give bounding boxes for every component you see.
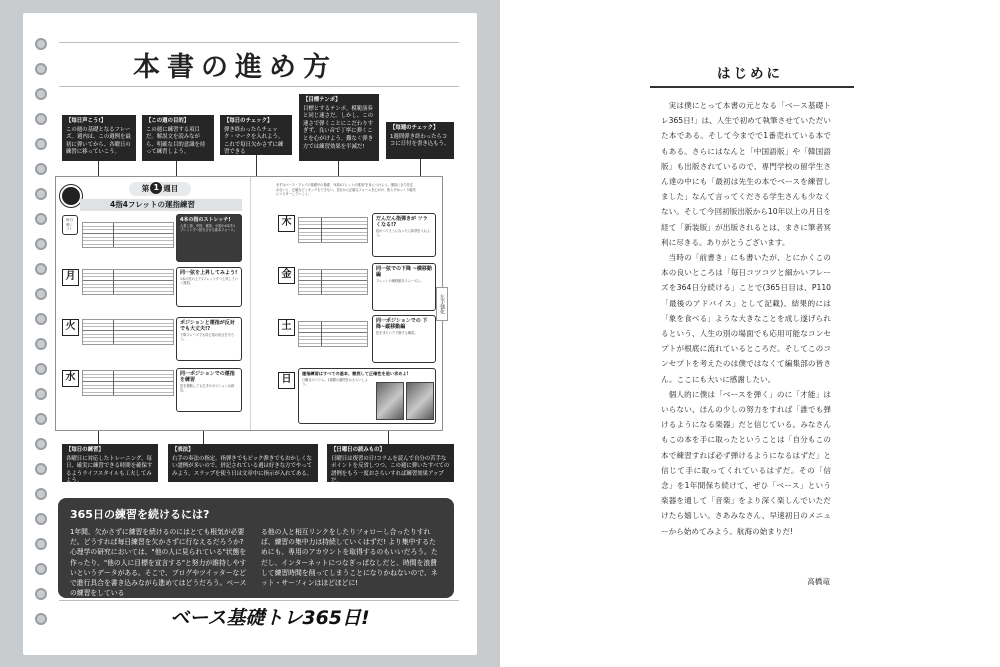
ruled-line bbox=[59, 86, 459, 87]
tab-staff bbox=[82, 319, 174, 345]
callout-text: この週の基礎となるフレーズ。週内は、この週例を最初に弾いてから、各曜日の練習に移っていこう。 bbox=[66, 126, 131, 156]
callout-week-goal bbox=[142, 115, 214, 161]
callout-title: 【毎週のチェック】 bbox=[390, 125, 439, 131]
callout-title: 【毎日の練習】 bbox=[66, 447, 104, 453]
binding-ring-icon bbox=[35, 188, 47, 200]
lesson-box-title: 4本の指のストレッチ! bbox=[180, 217, 231, 223]
day-label-mon: 月 bbox=[62, 269, 79, 286]
lesson-box-title: 同一ポジションでの 下降~縦移動編 bbox=[376, 318, 428, 330]
binding-ring-icon bbox=[35, 38, 47, 50]
lesson-box-title: だんだん指弾きが ツラくなる!? bbox=[376, 216, 428, 228]
callout-text: 右手の奏法の指定。指弾きでもピック弾きでもおかしくない譜例が多いので、併記されている週は好きな方でやってみよう。スラップを使う日は文章中に指示が入れてある。 bbox=[172, 455, 313, 477]
book-logo: ベース基礎トレ365日! bbox=[170, 607, 370, 629]
callout-title: 【この週の目的】 bbox=[146, 118, 190, 124]
lesson-box-fri bbox=[372, 263, 436, 311]
callout-title: 【日曜日の読みもの】 bbox=[331, 447, 385, 453]
binding-ring-icon bbox=[35, 263, 47, 275]
binding-ring-icon bbox=[35, 313, 47, 325]
lesson-box-mon-intro bbox=[176, 214, 242, 262]
day-label-sat: 土 bbox=[278, 319, 295, 336]
binding-ring-icon bbox=[35, 238, 47, 250]
ruled-line bbox=[59, 600, 459, 601]
bass-photo bbox=[376, 382, 404, 420]
callout-target-tempo bbox=[299, 94, 379, 161]
tab-staff bbox=[298, 217, 368, 243]
bass-photo bbox=[406, 382, 434, 420]
heading-divider bbox=[650, 86, 854, 88]
callout-weekly-check bbox=[386, 122, 454, 159]
callout-title: 【毎日のチェック】 bbox=[224, 118, 273, 124]
lesson-box-text: 指がつりそうになったら休憩を入れよう。 bbox=[376, 229, 431, 238]
spread-intro-text: まずはベース・プレイの基礎中の基礎、"4指4フレットの運指"を身につけよう。運指に全力を注がないと、正確なピッキングもできない。初日から正確なフォームを心がけ、焦らずゆっくり確実にマスターしていこう。 bbox=[276, 183, 416, 197]
daily-phrase-badge-icon bbox=[60, 185, 82, 207]
binding-ring-icon bbox=[35, 88, 47, 100]
page-title: 本書の進め方 bbox=[133, 52, 337, 83]
binding-ring-icon bbox=[35, 513, 47, 525]
binding-ring-icon bbox=[35, 363, 47, 375]
spread-gutter bbox=[250, 177, 251, 430]
tips-column bbox=[58, 498, 454, 598]
tab-staff bbox=[82, 222, 174, 248]
callout-daily-phrase bbox=[62, 115, 136, 161]
binding-ring-icon bbox=[35, 438, 47, 450]
binding-ring-icon bbox=[35, 288, 47, 300]
callout-title: 【目標テンポ】 bbox=[303, 97, 341, 103]
preface-paragraph: 実は僕にとって本書の元となる「ベース基礎トレ365日!」は、人生で初めて執筆させていただいた本である。そして今までで1番売れている本でもある。さらにはなんと「中国語版」や「韓国語版」も出版されているので、専門学校の留学生さん達の中にも「最初は先生の本でベースを練習しました」なんて言ってくださる学生さんも少なくない。そして今回初版出版から10年以上の月日を経て「新装版」が出版されるとは、まさに筆者冥利に尽きる。ありがとうございます。 bbox=[661, 101, 831, 247]
binding-ring-icon bbox=[35, 63, 47, 75]
callout-playing-style bbox=[168, 444, 318, 482]
lesson-box-text: 下降フレーズでも同じ指の担当を守ろう。 bbox=[180, 333, 234, 342]
lesson-box-title: 同一弦での下降 ~横移動編 bbox=[376, 266, 432, 278]
preface-paragraph: 個人的に僕は「ベースを弾く」のに「才能」はいらない、ほんの少しの努力をすれば「誰でも弾けるようになる楽器」だと信じている。みなさんもこの本を手に取ったということは「自分もこの本で練習すれば必ず弾けるようになるはずだ」と信じて手に取ってくれているはずだ。その「信念」を1年間保ち続けて、ぜひ「ベース」という楽器を通して「音楽」をより深く楽しんでいただけたら嬉しい。さあみなさん、早速初日のメニューから始めてみよう。航海の始まりだ! bbox=[661, 389, 831, 536]
callout-title: 【毎日声こう!】 bbox=[66, 118, 107, 124]
binding-ring-icon bbox=[35, 213, 47, 225]
tab-staff bbox=[82, 269, 174, 295]
side-index-tab: 左手強化 bbox=[436, 287, 448, 321]
lesson-box-thu bbox=[372, 213, 436, 257]
binding-ring-icon bbox=[35, 388, 47, 400]
binding-ring-icon bbox=[35, 113, 47, 125]
callout-text: この週に練習する項目だ。解説文を読みながら、明確な目的意識を持って練習しよう。 bbox=[146, 126, 206, 156]
lesson-box-text: 人差し指、中指、薬指、小指の4本を1フレットずつ担当させる基本フォーム。 bbox=[180, 224, 238, 233]
daily-phrase-label: 毎日弾こう! bbox=[62, 215, 78, 235]
chapter-heading: 4指4フレットの運指練習 bbox=[80, 199, 242, 211]
day-label-wed: 水 bbox=[62, 370, 79, 387]
day-label-tue: 火 bbox=[62, 319, 79, 336]
lesson-box-wed bbox=[176, 368, 242, 412]
lesson-box-title: ポジションと運指が反対でも大丈夫!? bbox=[180, 320, 235, 332]
binding-ring-icon bbox=[35, 138, 47, 150]
day-label-thu: 木 bbox=[278, 215, 295, 232]
callout-title: 【表法】 bbox=[172, 447, 194, 453]
tips-column-title: 365日の練習を続けるには? bbox=[70, 508, 210, 521]
binding-ring-icon bbox=[35, 163, 47, 175]
ruled-line bbox=[59, 42, 459, 43]
author-signature: 高橋竜 bbox=[807, 577, 830, 586]
lesson-box-mon bbox=[176, 267, 242, 307]
day-label-sun: 日 bbox=[278, 372, 295, 389]
week-number: 1 bbox=[150, 182, 162, 194]
week-label: 週目 bbox=[163, 184, 179, 193]
binding-ring-icon bbox=[35, 563, 47, 575]
callout-text: 1週間弾き終わったらココに日付を書き込もう。 bbox=[390, 133, 450, 148]
callout-sunday-reading bbox=[327, 444, 454, 485]
lesson-box-text: 日曜日のコラム。1週間の譜例をおさらいしよう。 bbox=[302, 378, 368, 387]
binding-ring-icon bbox=[35, 538, 47, 550]
callout-text: 弾き終わったらチェック・マークを入れよう。これで毎日欠かさずに練習できる bbox=[224, 126, 284, 156]
binding-ring-icon bbox=[35, 338, 47, 350]
lesson-box-text: 弦を移動しても左手のポジションは固定。 bbox=[180, 384, 235, 393]
callout-text: 日曜日は復習の日!コラムを読んで自分の苦手なポイントを反省しつつ、この週に弾いたすべての譜例をもう一度おさらいすれば練習効果アップだ。 bbox=[331, 455, 450, 485]
day-label-fri: 金 bbox=[278, 267, 295, 284]
callout-daily-check bbox=[220, 115, 292, 155]
tips-column-text-right: る他の人と相互リンクをしたりフォローし合ったりすれば、練習の集中力は持続していくはずだ! より集中するためにも、専用のアカウントを取得するのもいいだろう。ただし、インターネットにつなぎっぱなしだと、時間を浪費して練習時間を削ってしまうことになりかねないので、ネット・サーフィンはほどほどに! bbox=[261, 528, 438, 588]
tab-staff bbox=[298, 321, 368, 347]
lesson-box-text: 1本の弦の上で1フレットずつ上昇していく運指。 bbox=[180, 277, 238, 286]
callout-daily-practice bbox=[62, 444, 158, 485]
sample-page-spread bbox=[55, 176, 443, 431]
binding-ring-icon bbox=[35, 613, 47, 625]
lesson-box-title: 運指練習はすべての基本、徹底して正確性を追い求めよ! bbox=[302, 371, 409, 376]
right-page bbox=[500, 0, 1000, 667]
preface-body bbox=[661, 98, 831, 539]
lesson-box-tue bbox=[176, 317, 242, 361]
callout-text: 各曜日に対応したトレーニング。毎日、確実に練習できる時間を確保するようライフスタイルも工夫してみよう。 bbox=[66, 455, 153, 485]
binding-ring-icon bbox=[35, 588, 47, 600]
binding-ring-icon bbox=[35, 413, 47, 425]
binding-ring-icon bbox=[35, 463, 47, 475]
lesson-box-text: フレットの横移動をスムーズに。 bbox=[376, 279, 424, 283]
lesson-box-title: 同一弦を上昇してみよう! bbox=[180, 270, 238, 276]
tab-staff bbox=[82, 370, 174, 396]
tips-column-text-left: 1年間、欠かさずに練習を続けるのにはとても根気が必要だ。どうすれば毎日練習を欠かさずに行なえるだろうか? 心理学の研究においては、"他の人に見られている"状態を作ったり、"他の人に目標を宣言する"と努力が維持しやすいというデータがある。そこで、ブログやツイッターなどで進行具合を書き込みながら進めてはどうだろう。ベースの練習をしている bbox=[70, 528, 247, 598]
lesson-box-sat bbox=[372, 315, 436, 363]
lesson-box-text: 弦をまたいで下降する練習。 bbox=[376, 331, 418, 335]
binding-ring-icon bbox=[35, 488, 47, 500]
tab-staff bbox=[298, 269, 368, 295]
preface-paragraph: 当時の「前書き」にも書いたが、とにかくこの本の良いところは「毎日コツコツと細かいフレーズを364日分続ける」ことで(365日目は、P110「最後のアドバイス」として記載)、結果的には「象を食べる」ような大きなことを成し遂げられるという、人生の別の場面でも応用可能なコンセプトが根底に流れているところだ。そしてこのコンセプトを考えたのは僕ではなくて編集部の皆さん。ここにも大いに感謝したい。 bbox=[661, 253, 831, 384]
lesson-box-title: 同一ポジションでの運指を練習 bbox=[180, 371, 235, 383]
callout-text: 目標とするテンポ。模範演奏と同じ速さだ。しかし、この速さで弾くことにこだわりすぎず、良い音で丁寧に弾くことを心がけよう。難なく弾き方では練習効果を半減だ! bbox=[303, 105, 374, 150]
preface-heading: はじめに bbox=[717, 66, 783, 82]
week-tab: 第 1 週目 bbox=[129, 182, 191, 196]
